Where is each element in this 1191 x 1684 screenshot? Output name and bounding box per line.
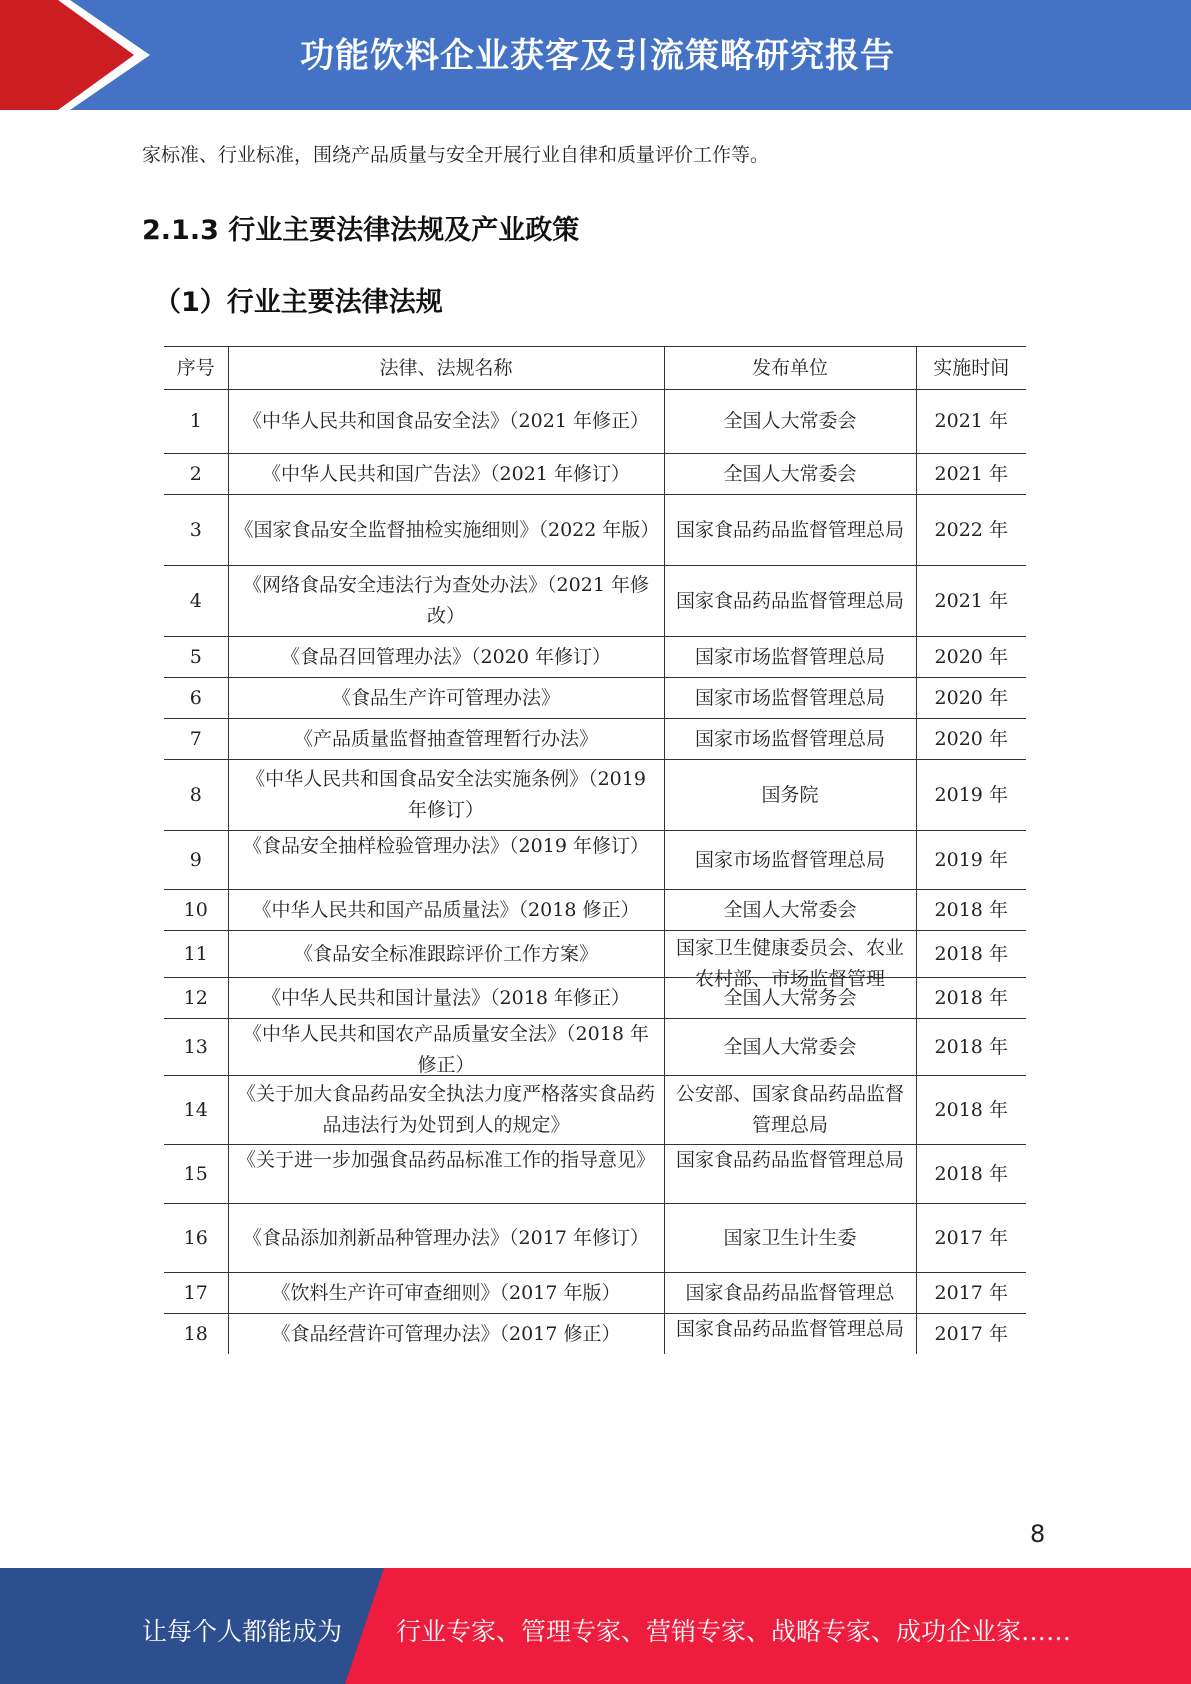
cell-no: 7 <box>164 719 228 760</box>
cell-name: 《关于加大食品药品安全执法力度严格落实食品药品违法行为处罚到人的规定》 <box>228 1076 664 1145</box>
table-header-row <box>164 347 1026 390</box>
cell-org <box>664 931 916 990</box>
cell-name: 《产品质量监督抽查管理暂行办法》 <box>228 719 664 760</box>
table-row <box>164 1314 1026 1355</box>
footer-slogan-left: 让每个人都能成为 <box>142 1617 343 1646</box>
cell-no: 10 <box>164 890 228 931</box>
table-row <box>164 931 1026 978</box>
cell-name: 《中华人民共和国计量法》（2018 年修正） <box>228 978 664 1019</box>
cell-org: 国家市场监督管理总局 <box>664 637 916 678</box>
cell-no: 12 <box>164 978 228 1019</box>
table-row <box>164 454 1026 495</box>
footer-slogan-right: 行业专家、管理专家、营销专家、战略专家、成功企业家…… <box>396 1617 1072 1646</box>
cell-date: 2021 年 <box>916 566 1026 637</box>
cell-no: 8 <box>164 760 228 831</box>
cell-org: 全国人大常委会 <box>664 454 916 495</box>
cell-name: 《中华人民共和国食品安全法》（2021 年修正） <box>228 390 664 454</box>
table-row <box>164 495 1026 566</box>
cell-org: 全国人大常务会 <box>664 978 916 1019</box>
cell-date: 2019 年 <box>916 831 1026 890</box>
table-row <box>164 1145 1026 1204</box>
cell-name: 《中华人民共和国广告法》（2021 年修订） <box>228 454 664 495</box>
cell-org <box>664 1314 916 1355</box>
subsection-heading: （1）行业主要法律法规 <box>154 287 443 318</box>
cell-date: 2020 年 <box>916 637 1026 678</box>
section-heading: 2.1.3 行业主要法律法规及产业政策 <box>142 215 580 246</box>
header-date: 实施时间 <box>916 347 1026 390</box>
cell-name <box>228 1145 664 1204</box>
intro-paragraph: 家标准、行业标准，围绕产品质量与安全开展行业自律和质量评价工作等。 <box>142 144 770 166</box>
table-row <box>164 1204 1026 1273</box>
cell-no: 5 <box>164 637 228 678</box>
cell-org: 全国人大常委会 <box>664 390 916 454</box>
header-org: 发布单位 <box>664 347 916 390</box>
cell-name: 《国家食品安全监督抽检实施细则》（2022 年版） <box>228 495 664 566</box>
cell-org: 国家市场监督管理总局 <box>664 831 916 890</box>
cell-no: 6 <box>164 678 228 719</box>
cell-name-text: 《食品安全抽样检验管理办法》（2019 年修订） <box>243 835 649 857</box>
cell-date: 2017 年 <box>916 1204 1026 1273</box>
report-title: 功能饮料企业获客及引流策略研究报告 <box>300 36 895 76</box>
header-name: 法律、法规名称 <box>228 347 664 390</box>
cell-org: 国家食品药品监督管理总局 <box>664 495 916 566</box>
cell-no: 15 <box>164 1145 228 1204</box>
cell-no: 13 <box>164 1019 228 1076</box>
cell-org-text: 国家食品药品监督管理总局 <box>675 1149 904 1171</box>
page-header <box>0 0 1191 110</box>
cell-org: 国家市场监督管理总局 <box>664 678 916 719</box>
table-row <box>164 1273 1026 1314</box>
cell-name: 《食品经营许可管理办法》（2017 修正） <box>228 1314 664 1355</box>
table-row <box>164 719 1026 760</box>
cell-date: 2021 年 <box>916 390 1026 454</box>
page-footer <box>0 1568 1191 1684</box>
cell-date: 2022 年 <box>916 495 1026 566</box>
cell-date: 2018 年 <box>916 1076 1026 1145</box>
table-row <box>164 678 1026 719</box>
cell-date: 2018 年 <box>916 978 1026 1019</box>
cell-no: 18 <box>164 1314 228 1355</box>
page-number: 8 <box>1030 1520 1046 1548</box>
cell-org-text: 国家卫生健康委员会、农业农村部、市场监督管理 <box>675 937 904 990</box>
cell-no: 3 <box>164 495 228 566</box>
cell-date: 2020 年 <box>916 678 1026 719</box>
cell-org <box>664 1145 916 1204</box>
cell-no: 1 <box>164 390 228 454</box>
cell-date: 2020 年 <box>916 719 1026 760</box>
table-row <box>164 978 1026 1019</box>
cell-org: 国家食品药品监督管理总 <box>664 1273 916 1314</box>
table-row <box>164 1076 1026 1145</box>
cell-org: 国家食品药品监督管理总局 <box>664 566 916 637</box>
table-row <box>164 566 1026 637</box>
cell-no: 11 <box>164 931 228 978</box>
header-no: 序号 <box>164 347 228 390</box>
cell-date: 2017 年 <box>916 1273 1026 1314</box>
cell-date: 2017 年 <box>916 1314 1026 1355</box>
cell-org: 国家市场监督管理总局 <box>664 719 916 760</box>
cell-name <box>228 1019 664 1076</box>
cell-name-text: 《关于进一步加强食品药品标准工作的指导意见》 <box>236 1149 655 1171</box>
cell-no: 17 <box>164 1273 228 1314</box>
cell-name: 《食品召回管理办法》（2020 年修订） <box>228 637 664 678</box>
cell-org: 全国人大常委会 <box>664 1019 916 1076</box>
table-row <box>164 890 1026 931</box>
cell-org: 公安部、国家食品药品监督管理总局 <box>664 1076 916 1145</box>
cell-name: 《食品安全标准跟踪评价工作方案》 <box>228 931 664 978</box>
cell-name: 《食品添加剂新品种管理办法》（2017 年修订） <box>228 1204 664 1273</box>
cell-name <box>228 831 664 890</box>
cell-org-text: 国家食品药品监督管理总局 <box>675 1318 904 1340</box>
cell-no: 16 <box>164 1204 228 1273</box>
cell-no: 9 <box>164 831 228 890</box>
cell-date: 2019 年 <box>916 760 1026 831</box>
cell-org: 全国人大常委会 <box>664 890 916 931</box>
cell-date: 2018 年 <box>916 1019 1026 1076</box>
table-row <box>164 637 1026 678</box>
table-row <box>164 831 1026 890</box>
cell-date: 2021 年 <box>916 454 1026 495</box>
cell-name: 《中华人民共和国食品安全法实施条例》（2019 年修订） <box>228 760 664 831</box>
cell-name: 《食品生产许可管理办法》 <box>228 678 664 719</box>
cell-org: 国家卫生计生委 <box>664 1204 916 1273</box>
laws-table <box>164 346 1026 1354</box>
cell-name: 《中华人民共和国产品质量法》（2018 修正） <box>228 890 664 931</box>
cell-name: 《网络食品安全违法行为查处办法》（2021 年修改） <box>228 566 664 637</box>
header-chevron-decoration <box>0 0 160 110</box>
cell-date: 2018 年 <box>916 1145 1026 1204</box>
cell-date: 2018 年 <box>916 931 1026 978</box>
cell-no: 14 <box>164 1076 228 1145</box>
cell-date: 2018 年 <box>916 890 1026 931</box>
table-row <box>164 760 1026 831</box>
table-row <box>164 390 1026 454</box>
cell-name-text: 《中华人民共和国农产品质量安全法》（2018 年修正） <box>243 1023 649 1076</box>
cell-name: 《饮料生产许可审查细则》（2017 年版） <box>228 1273 664 1314</box>
cell-no: 4 <box>164 566 228 637</box>
table-row <box>164 1019 1026 1076</box>
cell-org: 国务院 <box>664 760 916 831</box>
cell-no: 2 <box>164 454 228 495</box>
